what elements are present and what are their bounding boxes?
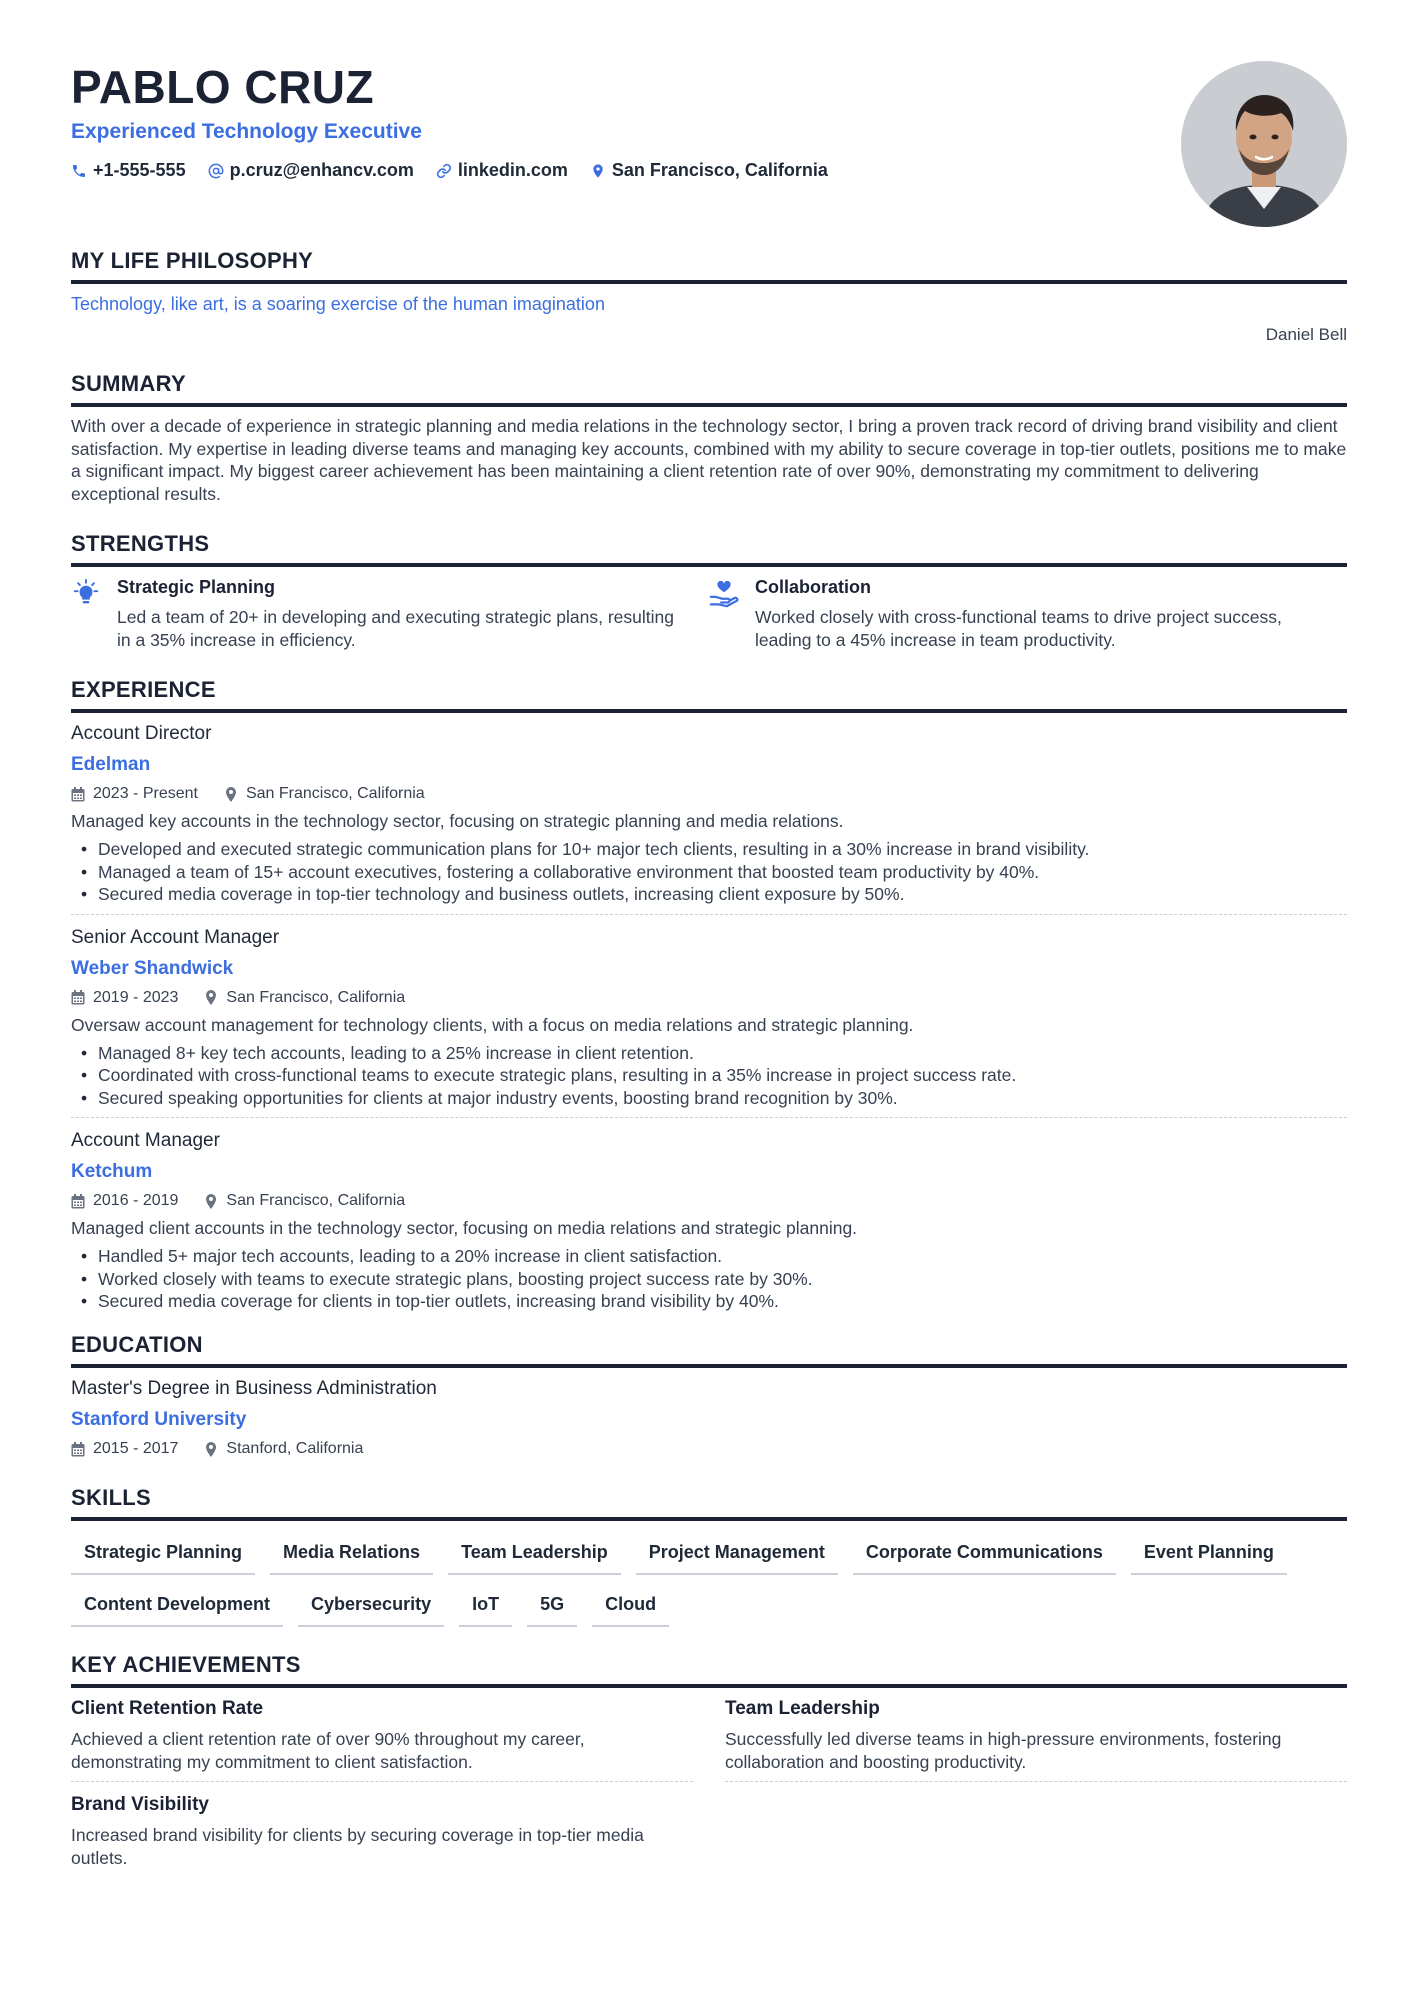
degree-title: Master's Degree in Business Administration [71, 1378, 437, 1399]
job-bullet: • Managed a team of 15+ account executives, fostering a collaborative environment that boosted team productivity by 40%. [98, 861, 1347, 884]
achievements-section [71, 1652, 1347, 1877]
job-description: Oversaw account management for technology clients, with a focus on media relations and strategic planning. [71, 1014, 914, 1035]
skill-tag: Content Development [71, 1587, 283, 1627]
map-pin-icon [204, 1194, 218, 1209]
job-title: Account Director [71, 723, 212, 744]
job-location: San Francisco, California [204, 989, 405, 1007]
achievement-item [71, 1794, 693, 1877]
skill-tag: Team Leadership [448, 1535, 621, 1575]
job-bullet: • Handled 5+ major tech accounts, leading to a 20% increase in client satisfaction. [98, 1245, 1347, 1268]
strengths-section [71, 531, 1347, 652]
map-pin-icon [224, 787, 238, 802]
skill-tag: Event Planning [1131, 1535, 1287, 1575]
skill-tag: Cybersecurity [298, 1587, 444, 1627]
profile-photo [1181, 61, 1347, 227]
achievement-desc: Successfully led diverse teams in high-pressure environments, fostering collaboration and boosting productivity. [725, 1729, 1282, 1772]
map-pin-icon [590, 163, 606, 179]
philosophy-section [71, 248, 1347, 345]
achievement-desc: Achieved a client retention rate of over 90% throughout my career, demonstrating my commitment to client satisfaction. [71, 1729, 585, 1772]
candidate-title: Experienced Technology Executive [71, 120, 422, 143]
skills-section [71, 1485, 1347, 1627]
skill-tag: 5G [527, 1587, 577, 1627]
job-title: Account Manager [71, 1130, 220, 1151]
at-sign-icon [208, 163, 224, 179]
achievement-item [725, 1698, 1347, 1782]
job-bullet: • Developed and executed strategic communication plans for 10+ major tech clients, resulting in a 30% increase in brand visibility. [98, 838, 1347, 861]
education-dates: 2015 - 2017 [71, 1440, 178, 1458]
contact-linkedin[interactable] [436, 160, 568, 181]
education-location: Stanford, California [204, 1440, 363, 1458]
section-heading: EXPERIENCE [71, 677, 1347, 713]
skill-tag: Corporate Communications [853, 1535, 1116, 1575]
job-bullet: • Worked closely with teams to execute strategic plans, boosting project success rate by 30%. [98, 1268, 1347, 1291]
skill-tag: Cloud [592, 1587, 669, 1627]
lightbulb-icon [71, 579, 101, 609]
education-section [71, 1332, 1347, 1466]
job-location: San Francisco, California [204, 1192, 405, 1210]
strength-item [709, 577, 1347, 652]
location-text: San Francisco, California [611, 160, 828, 180]
calendar-icon [71, 1442, 85, 1457]
phone-icon [71, 163, 87, 179]
job-company: Ketchum [71, 1161, 153, 1182]
section-heading: SUMMARY [71, 371, 1347, 407]
skill-tag: IoT [459, 1587, 512, 1627]
hand-heart-icon [709, 579, 739, 609]
achievement-title: Brand Visibility [71, 1794, 209, 1815]
summary-section [71, 371, 1347, 505]
strength-desc: Worked closely with cross-functional teams to drive project success, leading to a 45% increase in team productivity. [755, 607, 1282, 650]
job-location: San Francisco, California [224, 785, 425, 803]
job-entry [71, 914, 1347, 1118]
resume-header [71, 0, 1347, 240]
candidate-name: PABLO CRUZ [71, 61, 375, 113]
phone-text: +1-555-555 [93, 160, 186, 180]
contact-location [590, 160, 828, 181]
contact-email[interactable] [208, 160, 414, 181]
job-entry [71, 723, 1347, 914]
skill-tag: Media Relations [270, 1535, 433, 1575]
job-title: Senior Account Manager [71, 926, 280, 948]
section-heading: EDUCATION [71, 1332, 1347, 1368]
job-dates: 2019 - 2023 [71, 989, 178, 1007]
job-description: Managed key accounts in the technology sector, focusing on strategic planning and media relations. [71, 811, 844, 831]
job-company: Weber Shandwick [71, 957, 234, 979]
job-bullet: • Coordinated with cross-functional teams to execute strategic plans, resulting in a 35% increase in project success rate. [98, 1064, 1347, 1087]
job-bullet: • Secured media coverage for clients in top-tier outlets, increasing brand visibility by 40%. [98, 1290, 1347, 1313]
strength-name: Collaboration [755, 577, 871, 597]
philosophy-quote: Technology, like art, is a soaring exercise of the human imagination [71, 294, 605, 314]
calendar-icon [71, 787, 85, 802]
job-dates: 2016 - 2019 [71, 1192, 178, 1210]
strength-desc: Led a team of 20+ in developing and executing strategic plans, resulting in a 35% increase in efficiency. [117, 607, 674, 650]
contact-bar [71, 160, 828, 181]
section-heading: MY LIFE PHILOSOPHY [71, 248, 1347, 284]
job-bullet: • Secured media coverage in top-tier technology and business outlets, increasing client exposure by 50%. [98, 883, 1347, 906]
section-heading: KEY ACHIEVEMENTS [71, 1652, 1347, 1688]
education-entry [71, 1378, 1347, 1466]
summary-text: With over a decade of experience in strategic planning and media relations in the technology sector, I bring a proven track record of driving brand visibility and client satisfaction. My expertise in leading diverse teams and managing key accounts, combined with my ability to secure coverage in top-tier outlets, positions me to make a significant impact. My biggest career achievement has been maintaining a client retention rate of over 90%, demonstrating my commitment to delivering exceptional results. [71, 416, 1347, 504]
job-dates: 2023 - Present [71, 785, 198, 803]
job-bullet: • Secured speaking opportunities for clients at major industry events, boosting brand recognition by 30%. [98, 1087, 1347, 1110]
philosophy-author: Daniel Bell [1265, 325, 1347, 344]
link-icon [436, 163, 452, 179]
map-pin-icon [204, 990, 218, 1005]
strength-name: Strategic Planning [117, 577, 276, 597]
achievement-title: Team Leadership [725, 1698, 880, 1719]
achievement-item [71, 1698, 693, 1782]
job-entry [71, 1117, 1347, 1321]
job-description: Managed client accounts in the technology sector, focusing on media relations and strategic planning. [71, 1218, 858, 1238]
map-pin-icon [204, 1442, 218, 1457]
job-company: Edelman [71, 754, 151, 775]
achievement-title: Client Retention Rate [71, 1698, 264, 1719]
contact-phone[interactable] [71, 160, 186, 181]
email-text: p.cruz@enhancv.com [229, 160, 414, 180]
strength-item [71, 577, 709, 652]
job-bullet: • Managed 8+ key tech accounts, leading to a 25% increase in client retention. [98, 1042, 1347, 1065]
section-heading: SKILLS [71, 1485, 1347, 1521]
calendar-icon [71, 1194, 85, 1209]
skill-tag: Project Management [636, 1535, 838, 1575]
skill-tag: Strategic Planning [71, 1535, 255, 1575]
resume-page [71, 0, 1347, 1868]
section-heading: STRENGTHS [71, 531, 1347, 567]
achievement-desc: Increased brand visibility for clients by securing coverage in top-tier media outlets. [71, 1825, 644, 1868]
calendar-icon [71, 990, 85, 1005]
experience-section [71, 677, 1347, 1321]
linkedin-text: linkedin.com [457, 160, 568, 180]
school-name: Stanford University [71, 1409, 247, 1430]
